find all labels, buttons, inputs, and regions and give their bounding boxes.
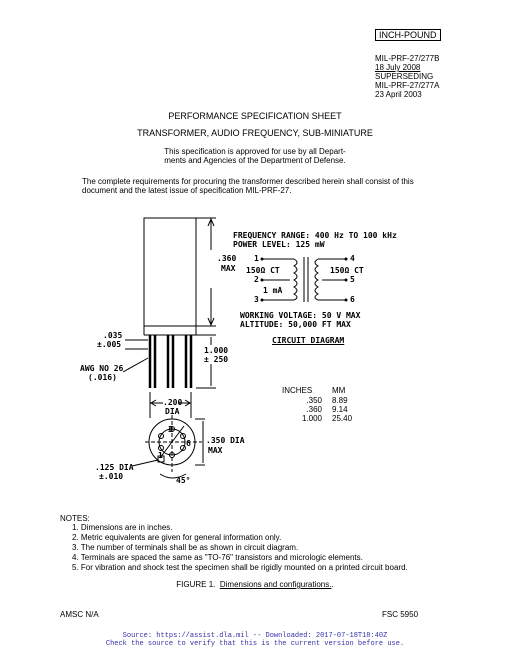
figure-label: FIGURE 1. [176,580,216,589]
amsc-label: AMSC N/A [60,610,99,619]
conversion-mm: 8.89 [332,396,348,405]
circuit-diagram-caption: CIRCUIT DIAGRAM [272,336,345,345]
sheet-title: PERFORMANCE SPECIFICATION SHEET [168,111,342,121]
conversion-row [282,414,382,423]
pin-number-1: 3 [168,425,173,434]
conversion-header-row [282,386,382,395]
terminal-2: 2 [254,275,259,284]
lead-length-tol: ± 250 [204,355,229,364]
altitude: ALTITUDE: 50,000 FT MAX [240,320,351,329]
requirements-line-1: The complete requirements for procuring the transformer described herein shall consist of this [82,177,414,186]
conversion-mm: 9.14 [332,405,348,414]
terminal-1: 1 [254,254,259,263]
pin-circle-dim: .200 [163,398,183,407]
figure-title: Dimensions and configurations. [219,580,332,589]
pin-thickness-dim: .035 [103,331,123,340]
fsc-label: FSC 5950 [382,610,419,619]
lead-length-dim: 1.000 [204,346,229,355]
body-dia-dim: .350 DIA [206,436,245,445]
angle-dim: 45° [176,476,191,485]
conversion-mm: 25.40 [332,414,353,423]
height-dim-max: MAX [221,264,236,273]
primary-current: 1 mA [263,286,283,295]
superseded-doc: MIL-PRF-27/277A [375,81,440,90]
approval-line-1: This specification is approved for use by all Depart- [164,147,346,156]
conversion-inches: .360 [306,405,322,414]
terminal-5: 5 [350,275,355,284]
doc-number: MIL-PRF-27/277B [375,54,440,63]
conversion-row [282,405,382,414]
note-item: 4. Terminals are spaced the same as "TO-76" transistors and micrologic elements. [72,553,363,562]
conversion-header-mm: MM [332,386,346,395]
frequency-range: FREQUENCY RANGE: 400 Hz TO 100 kHz [233,231,397,240]
verify-line: Check the source to verify that this is the current version before use. [105,640,405,648]
subject-title: TRANSFORMER, AUDIO FREQUENCY, SUB-MINIATURE [137,128,373,138]
inch-pound-badge: INCH-POUND [375,29,441,41]
body-dia-max: MAX [208,446,223,455]
pin-thickness-tol: ±.005 [97,340,122,349]
pin-number-6: 6 [186,439,191,448]
notes-heading: NOTES: [60,514,90,523]
superseding-label: SUPERSEDING [375,72,434,81]
conversion-table [282,386,382,423]
awg-label: AWG NO 26 [80,364,124,373]
conversion-inches: 1.000 [301,414,322,423]
height-dim: .360 [217,254,237,263]
approval-line-2: ments and Agencies of the Department of Defense. [164,156,346,165]
power-level: POWER LEVEL: 125 mW [233,240,325,249]
secondary-impedance: 150Ω CT [330,266,364,275]
working-voltage: WORKING VOLTAGE: 50 V MAX [240,311,361,320]
note-item: 2. Metric equivalents are given for general information only. [72,533,282,542]
conversion-inches: .350 [306,396,322,405]
tab-dim: .125 DIA [95,463,134,472]
note-item: 5. For vibration and shock test the specimen shall be rigidly mounted on a printed circuit board. [72,563,408,572]
tab-tol: ±.010 [99,472,124,481]
superseded-date: 23 April 2003 [375,90,422,99]
terminal-3: 3 [254,295,259,304]
primary-impedance: 150Ω CT [246,266,280,275]
conversion-row [282,396,382,405]
source-line: Source: https://assist.dla.mil -- Downloaded: 2017-07-18T18:40Z [122,632,388,640]
pin-circle-dia: DIA [165,407,180,416]
note-item: 1. Dimensions are in inches. [72,523,173,532]
note-item: 3. The number of terminals shall be as shown in circuit diagram. [72,543,299,552]
conversion-header-inches: INCHES [282,386,313,395]
doc-date: 18 July 2008 [375,63,421,72]
requirements-line-2: document and the latest issue of specification MIL-PRF-27. [82,186,292,195]
terminal-4: 4 [350,254,355,263]
terminal-6: 6 [350,295,355,304]
figure-caption: FIGURE 1. Dimensions and configurations.. [176,580,334,589]
awg-diameter: (.016) [88,373,117,382]
pin-number-tab: 1 [158,451,163,460]
notes-list [72,523,492,573]
